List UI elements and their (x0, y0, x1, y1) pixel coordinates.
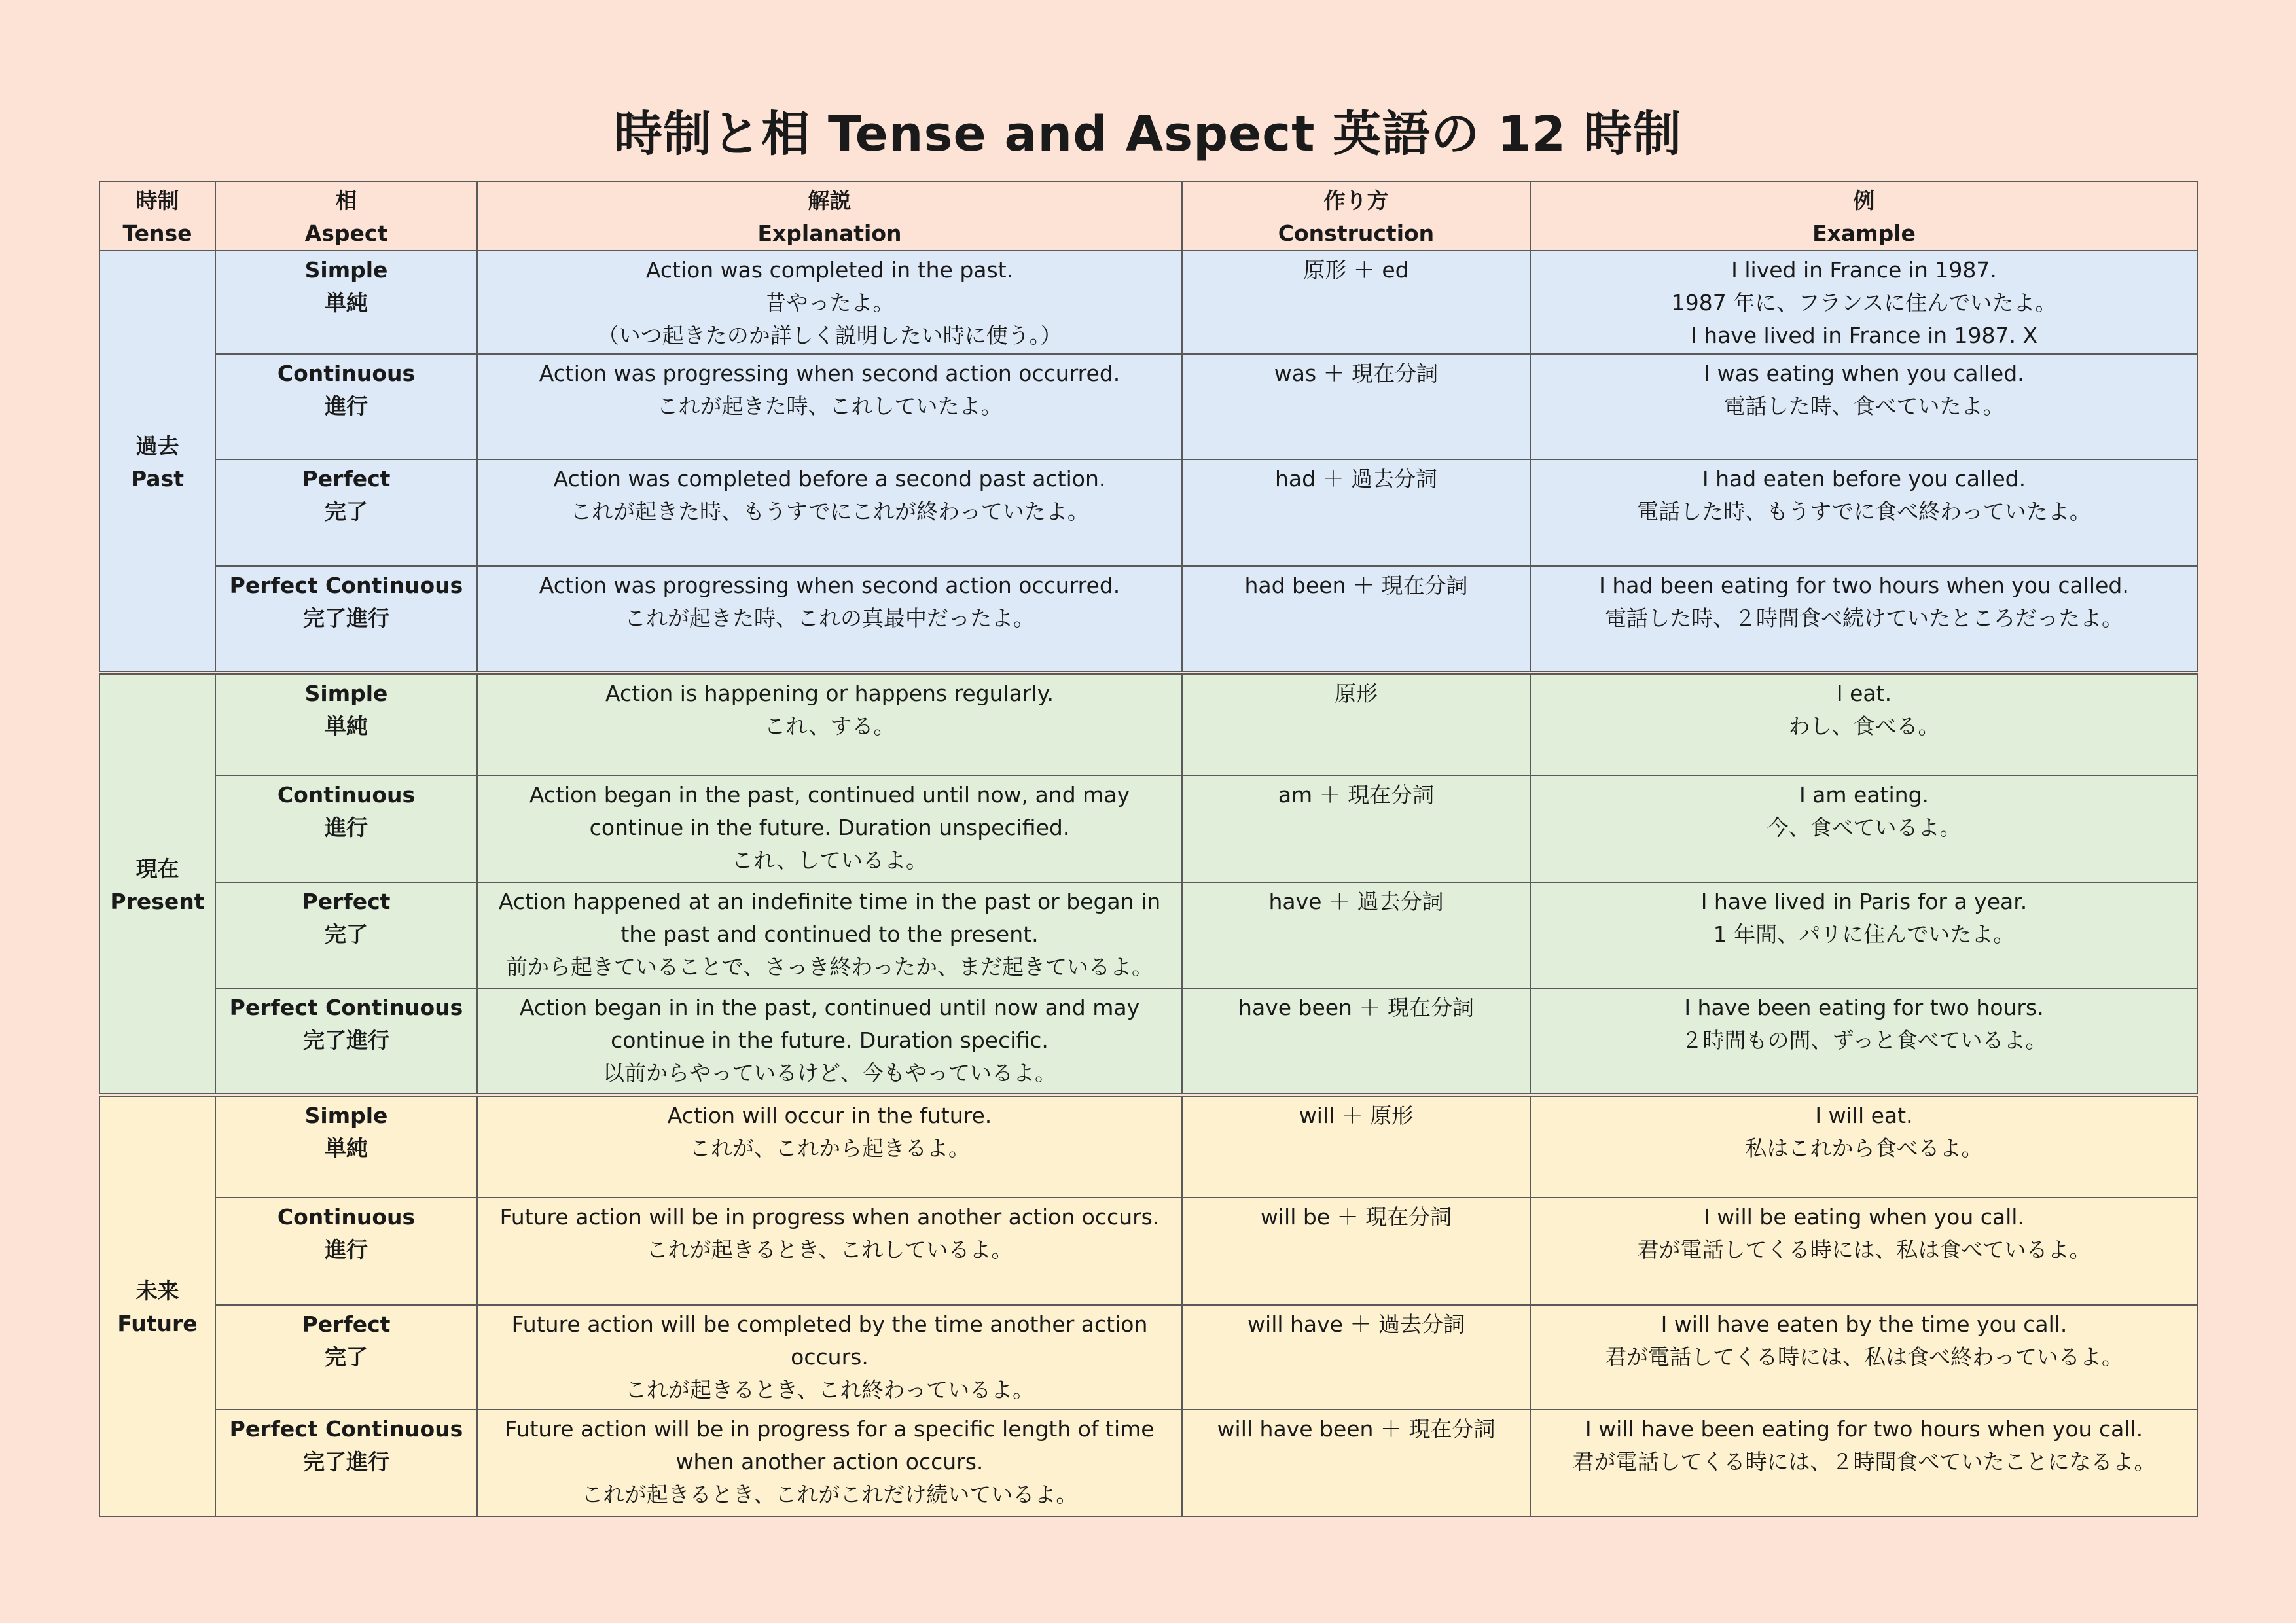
header-tense-en: Tense (122, 221, 192, 246)
header-example-ja: 例 (1853, 188, 1875, 213)
construction-cell (1182, 1305, 1530, 1410)
table-row (99, 1198, 2198, 1305)
explanation-line: 昔やったよ。 (764, 290, 895, 315)
explanation-cell (477, 882, 1182, 988)
table-row (99, 673, 2198, 776)
aspect-cell (215, 673, 477, 776)
table-row (99, 1305, 2198, 1410)
construction-cell (1182, 673, 1530, 776)
construction-text: will be ＋ 現在分詞 (1260, 1204, 1452, 1230)
header-example-en: Example (1812, 221, 1916, 246)
example-cell (1530, 354, 2198, 459)
construction-text: was ＋ 現在分詞 (1274, 361, 1439, 386)
header-explanation (477, 181, 1182, 251)
header-construction-ja: 作り方 (1323, 188, 1389, 213)
aspect-cell (215, 1305, 477, 1410)
table-row (99, 566, 2198, 673)
example-line: I will have been eating for two hours when you call. (1585, 1416, 2144, 1442)
example-line: 君が電話してくる時には、私は食べ終わっているよ。 (1605, 1344, 2123, 1370)
header-tense-ja: 時制 (135, 188, 179, 213)
aspect-ja: 単純 (325, 290, 368, 315)
aspect-ja: 完了 (325, 921, 368, 947)
example-cell (1530, 459, 2198, 566)
example-line: 1 年間、パリに住んでいたよ。 (1713, 921, 2015, 947)
explanation-cell (477, 251, 1182, 354)
tense-aspect-table (99, 181, 2198, 1517)
explanation-line: これ、しているよ。 (732, 847, 927, 873)
example-cell (1530, 1095, 2198, 1198)
aspect-en: Perfect (302, 466, 391, 491)
explanation-line: これが起きた時、これしていたよ。 (656, 393, 1003, 419)
example-cell (1530, 1305, 2198, 1410)
aspect-en: Perfect (302, 1311, 391, 1337)
aspect-ja: 完了進行 (303, 1027, 389, 1053)
example-cell (1530, 882, 2198, 988)
explanation-cell (477, 1198, 1182, 1305)
aspect-cell (215, 354, 477, 459)
header-construction-en: Construction (1278, 221, 1435, 246)
construction-text: have ＋ 過去分詞 (1268, 889, 1444, 914)
explanation-line: 前から起きていることで、さっき終わったか、まだ起きているよ。 (505, 954, 1153, 980)
table-row (99, 354, 2198, 459)
explanation-cell (477, 776, 1182, 882)
tense-ja: 過去 (135, 433, 179, 459)
explanation-line: Action is happening or happens regularly. (605, 681, 1054, 706)
example-line: 君が電話してくる時には、私は食べているよ。 (1637, 1237, 2091, 1262)
example-cell (1530, 251, 2198, 354)
explanation-line: Action was completed before a second past action. (553, 466, 1106, 491)
header-aspect (215, 181, 477, 251)
explanation-line: これ、する。 (764, 713, 895, 739)
aspect-cell (215, 1198, 477, 1305)
explanation-line: これが起きるとき、これしているよ。 (646, 1237, 1013, 1262)
example-cell (1530, 1410, 2198, 1516)
header-explanation-ja: 解説 (808, 188, 852, 213)
construction-text: 原形 ＋ ed (1303, 257, 1409, 283)
example-line: I was eating when you called. (1704, 361, 2024, 386)
explanation-cell (477, 1095, 1182, 1198)
aspect-en: Simple (304, 1103, 388, 1128)
table-row (99, 1095, 2198, 1198)
construction-cell (1182, 1198, 1530, 1305)
aspect-cell (215, 459, 477, 566)
example-cell (1530, 988, 2198, 1095)
example-line: I have lived in Paris for a year. (1700, 889, 2028, 914)
example-line: I eat. (1836, 681, 1892, 706)
header-aspect-en: Aspect (304, 221, 388, 246)
explanation-line: これが、これから起きるよ。 (689, 1135, 970, 1161)
explanation-line: これが起きた時、もうすでにこれが終わっていたよ。 (570, 499, 1089, 524)
example-line: 電話した時、もうすでに食べ終わっていたよ。 (1637, 499, 2091, 524)
explanation-line: これが起きた時、これの真最中だったよ。 (624, 605, 1035, 631)
explanation-line: Future action will be in progress for a specific length of time when another action occurs. (505, 1416, 1155, 1474)
page-title: 時制と相 Tense and Aspect 英語の 12 時制 (614, 106, 1682, 162)
table-row (99, 988, 2198, 1095)
aspect-ja: 進行 (325, 1237, 368, 1262)
explanation-cell (477, 354, 1182, 459)
example-cell (1530, 673, 2198, 776)
example-line: 1987 年に、フランスに住んでいたよ。 (1671, 290, 2057, 315)
example-line: 私はこれから食べるよ。 (1745, 1135, 1983, 1161)
table-row (99, 776, 2198, 882)
construction-cell (1182, 1095, 1530, 1198)
example-line: わし、食べる。 (1788, 713, 1940, 739)
explanation-line: Future action will be completed by the time another action occurs. (511, 1311, 1148, 1370)
table-body (99, 251, 2198, 1516)
example-cell (1530, 1198, 2198, 1305)
construction-text: 原形 (1335, 681, 1378, 706)
example-line: I have been eating for two hours. (1684, 995, 2044, 1020)
construction-cell (1182, 354, 1530, 459)
aspect-en: Continuous (277, 782, 416, 808)
explanation-line: 以前からやっているけど、今もやっているよ。 (603, 1060, 1056, 1086)
aspect-en: Continuous (277, 1204, 416, 1230)
explanation-cell (477, 566, 1182, 673)
explanation-line: Action happened at an indefinite time in the past or began in the past and continued to the present. (498, 889, 1161, 947)
example-cell (1530, 566, 2198, 673)
example-line: I am eating. (1799, 782, 1929, 808)
construction-cell (1182, 251, 1530, 354)
aspect-en: Continuous (277, 361, 416, 386)
construction-cell (1182, 1410, 1530, 1516)
aspect-ja: 進行 (325, 393, 368, 419)
example-line: 電話した時、２時間食べ続けていたところだったよ。 (1605, 605, 2123, 631)
aspect-en: Perfect Continuous (229, 995, 463, 1020)
explanation-line: Action began in the past, continued until now, and may continue in the future. Duration unspecified. (529, 782, 1130, 840)
aspect-en: Perfect Continuous (229, 1416, 463, 1442)
construction-cell (1182, 776, 1530, 882)
aspect-en: Simple (304, 257, 388, 283)
table-row (99, 882, 2198, 988)
explanation-line: Future action will be in progress when another action occurs. (499, 1204, 1160, 1230)
aspect-ja: 単純 (325, 1135, 368, 1161)
tense-ja: 未来 (135, 1278, 179, 1304)
header-row (99, 181, 2198, 251)
header-example (1530, 181, 2198, 251)
aspect-ja: 完了 (325, 1344, 368, 1370)
explanation-line: Action began in in the past, continued until now and may continue in the future. Duration specific. (519, 995, 1140, 1053)
header-explanation-en: Explanation (757, 221, 902, 246)
aspect-ja: 進行 (325, 815, 368, 840)
example-line: I had been eating for two hours when you called. (1599, 573, 2129, 598)
example-line: I will be eating when you call. (1704, 1204, 2024, 1230)
aspect-ja: 完了 (325, 499, 368, 524)
table-row (99, 459, 2198, 566)
table-row (99, 251, 2198, 354)
explanation-cell (477, 1410, 1182, 1516)
example-line: 電話した時、食べていたよ。 (1723, 393, 2005, 419)
example-line: I lived in France in 1987. (1731, 257, 1997, 283)
header-aspect-ja: 相 (335, 188, 357, 213)
construction-text: had been ＋ 現在分詞 (1244, 573, 1468, 598)
example-line: I have lived in France in 1987. X (1690, 323, 2038, 348)
tense-ja: 現在 (135, 855, 179, 882)
aspect-en: Perfect (302, 889, 391, 914)
explanation-cell (477, 1305, 1182, 1410)
explanation-line: Action was progressing when second action occurred. (539, 361, 1121, 386)
aspect-ja: 完了進行 (303, 1449, 389, 1474)
tense-cell (99, 673, 215, 1095)
construction-cell (1182, 459, 1530, 566)
tense-cell (99, 1095, 215, 1516)
aspect-cell (215, 566, 477, 673)
construction-cell (1182, 882, 1530, 988)
explanation-line: これが起きるとき、これがこれだけ続いているよ。 (581, 1482, 1078, 1507)
header-tense (99, 181, 215, 251)
aspect-ja: 完了進行 (303, 605, 389, 631)
construction-text: will have been ＋ 現在分詞 (1217, 1416, 1496, 1442)
construction-text: had ＋ 過去分詞 (1274, 466, 1438, 491)
explanation-line: これが起きるとき、これ終わっているよ。 (624, 1377, 1035, 1402)
explanation-line: Action was completed in the past. (645, 257, 1014, 283)
example-line: I had eaten before you called. (1702, 466, 2026, 491)
construction-text: have been ＋ 現在分詞 (1238, 995, 1474, 1020)
example-line: I will eat. (1815, 1103, 1913, 1128)
example-line: ２時間もの間、ずっと食べているよ。 (1681, 1027, 2047, 1053)
aspect-cell (215, 988, 477, 1095)
tense-en: Past (131, 465, 184, 491)
aspect-cell (215, 251, 477, 354)
explanation-cell (477, 988, 1182, 1095)
header-construction (1182, 181, 1530, 251)
construction-text: will ＋ 原形 (1299, 1103, 1414, 1128)
aspect-ja: 単純 (325, 713, 368, 739)
aspect-en: Perfect Continuous (229, 573, 463, 598)
aspect-en: Simple (304, 681, 388, 706)
explanation-cell (477, 459, 1182, 566)
construction-cell (1182, 566, 1530, 673)
table-row (99, 1410, 2198, 1516)
tense-en: Future (117, 1311, 198, 1336)
example-line: 今、食べているよ。 (1767, 815, 1962, 840)
explanation-line: Action was progressing when second action occurred. (539, 573, 1121, 598)
aspect-cell (215, 1410, 477, 1516)
tense-cell (99, 251, 215, 673)
explanation-line: （いつ起きたのか詳しく説明したい時に使う。） (597, 323, 1062, 348)
example-cell (1530, 776, 2198, 882)
aspect-cell (215, 1095, 477, 1198)
explanation-line: Action will occur in the future. (667, 1103, 992, 1128)
construction-text: am ＋ 現在分詞 (1278, 782, 1435, 808)
aspect-cell (215, 776, 477, 882)
aspect-cell (215, 882, 477, 988)
construction-cell (1182, 988, 1530, 1095)
example-line: I will have eaten by the time you call. (1660, 1311, 2068, 1337)
construction-text: will have ＋ 過去分詞 (1247, 1311, 1465, 1337)
explanation-cell (477, 673, 1182, 776)
tense-en: Present (110, 888, 205, 914)
example-line: 君が電話してくる時には、２時間食べていたことになるよ。 (1572, 1449, 2156, 1474)
